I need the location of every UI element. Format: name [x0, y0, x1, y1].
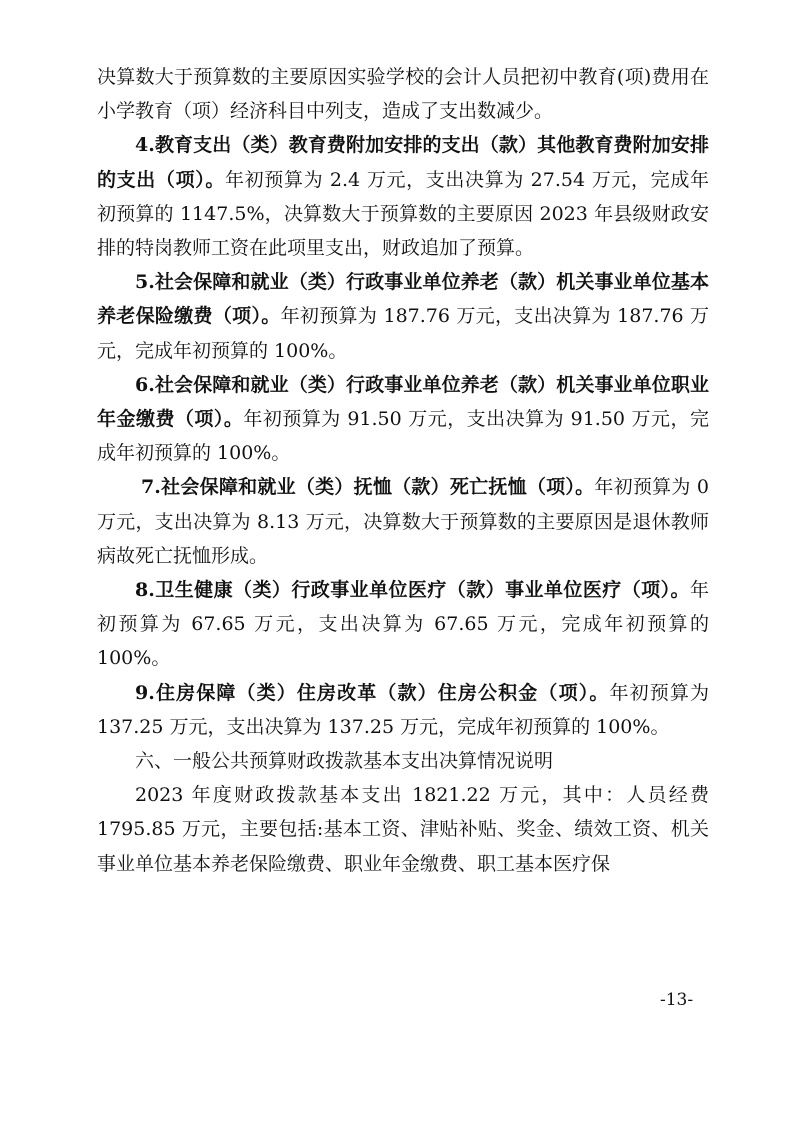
- item-text: 年初预算为 91.50 万元，支出决算为 91.50 万元，完成年初预算的 100%。: [97, 408, 709, 465]
- paragraph-item-5: [97, 265, 709, 368]
- item-heading: 9.住房保障（类）住房改革（款）住房公积金（项）。: [135, 681, 610, 704]
- document-body: [97, 60, 709, 881]
- paragraph-item-7: [97, 470, 709, 573]
- item-heading: 6.社会保障和就业（类）行政事业单位养老（款）机关事业单位职业年金缴费（项）。: [97, 373, 709, 431]
- section-heading: 六、一般公共预算财政拨款基本支出决算情况说明: [135, 750, 554, 773]
- paragraph-text: 决算数大于预算数的主要原因实验学校的会计人员把初中教育(项)费用在小学教育（项）经济科目中列支，造成了支出数减少。: [97, 66, 709, 123]
- paragraph-item-6: [97, 368, 709, 471]
- item-text: 年初预算为 0 万元，支出决算为 8.13 万元，决算数大于预算数的主要原因是退休教师病故死亡抚恤形成。: [97, 476, 709, 567]
- paragraph-item-8: [97, 573, 709, 676]
- page-number: -13-: [660, 990, 694, 1010]
- paragraph-closing: 2023 年度财政拨款基本支出 1821.22 万元，其中：人员经费 1795.85 万元，主要包括:基本工资、津贴补贴、奖金、绩效工资、机关事业单位基本养老保险缴费、职业年金缴费、职工基本医疗保: [97, 784, 709, 875]
- item-text: 年初预算为 67.65 万元，支出决算为 67.65 万元，完成年初预算的 100%。: [97, 579, 709, 670]
- paragraph-continuation: [97, 60, 709, 128]
- item-heading: 7.社会保障和就业（类）抚恤（款）死亡抚恤（项）。: [141, 476, 595, 499]
- item-heading: 8.卫生健康（类）行政事业单位医疗（款）事业单位医疗（项）。: [135, 579, 690, 602]
- paragraph-item-9: [97, 676, 709, 744]
- item-heading: 4.教育支出（类）教育费附加安排的支出（款）其他教育费附加安排的支出（项）。: [97, 134, 709, 191]
- item-text: 年初预算为 187.76 万元，支出决算为 187.76 万元，完成年初预算的 100%。: [97, 305, 709, 362]
- paragraph-item-4: [97, 128, 709, 265]
- item-heading: 5.社会保障和就业（类）行政事业单位养老（款）机关事业单位基本养老保险缴费（项）。: [97, 271, 709, 328]
- item-text: 年初预算为 2.4 万元，支出决算为 27.54 万元，完成年初预算的 1147.5%，决算数大于预算数的主要原因 2023 年县级财政安排的特岗教师工资在此项里支出，财政追加了预算。: [97, 168, 709, 260]
- item-text: 年初预算为 137.25 万元，支出决算为 137.25 万元，完成年初预算的 100%。: [97, 681, 709, 738]
